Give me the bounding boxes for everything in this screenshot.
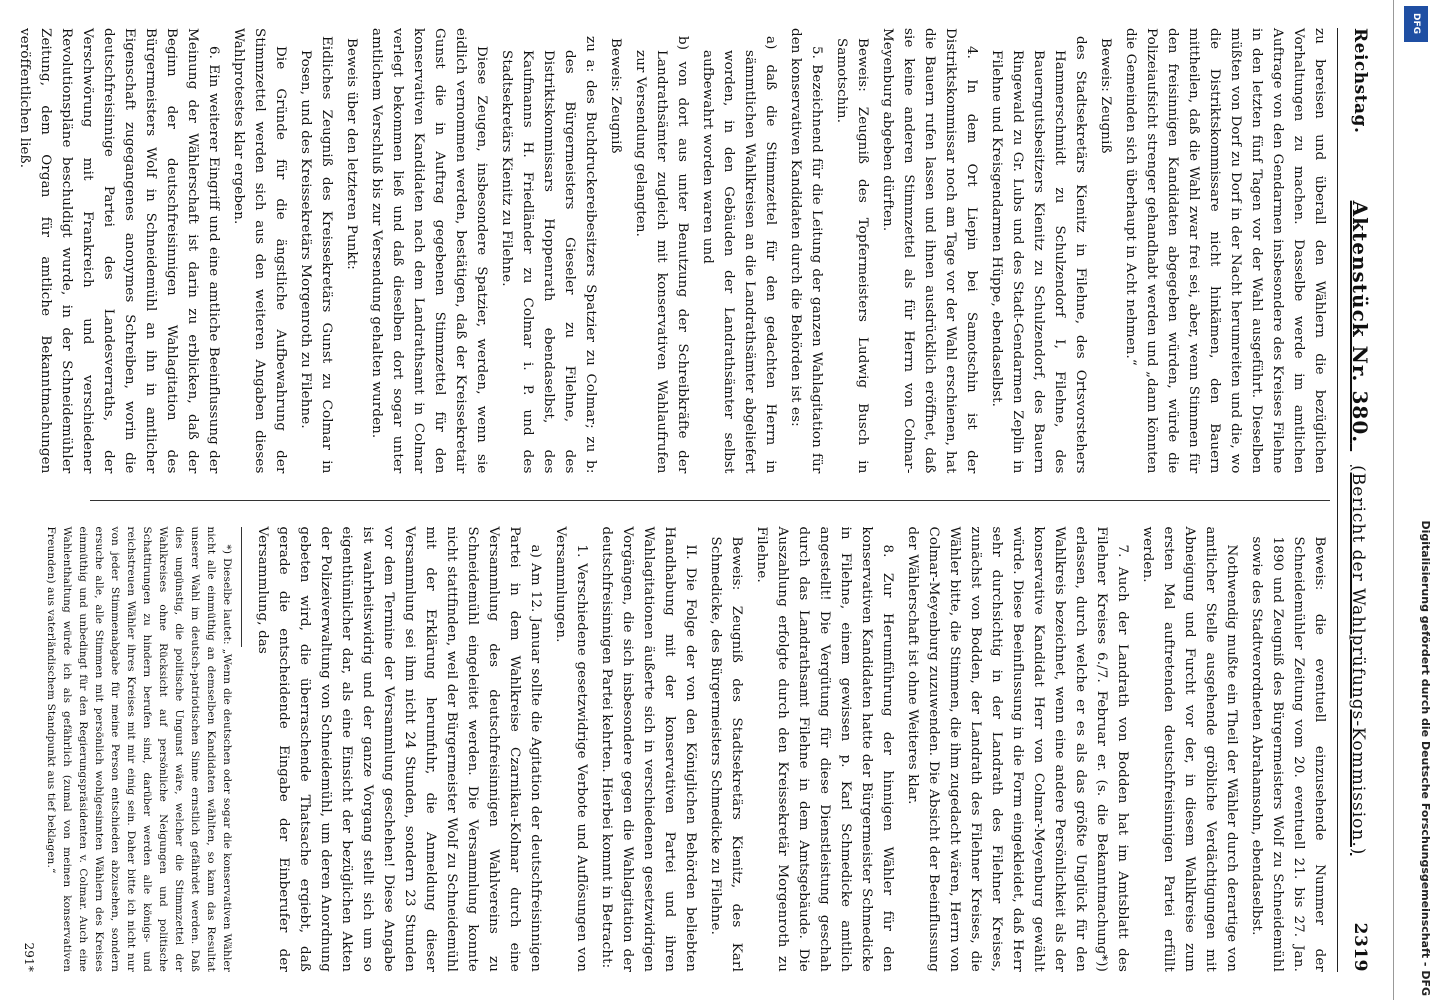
rotated-document-page [17,0,1400,1000]
header-commission: (Bericht der Wahlprüfungs-Kommission.) [1348,465,1368,856]
paragraph: zu a: des Buchdruckereibesitzers Spatzier zu Colmar; zu b: des Bürgermeisters Gieseler zu Filehne, des Distriktskommissars Hoppenrath ebendaselbst, des Kaufmanns H. Friedländer zu Colmar i. P. und des Stadtsekretärs Kienitz zu Filehne. [499,36,598,474]
dfg-logo-icon: DFG [1404,6,1428,42]
paragraph: des Stadtsekretärs Kienitz in Filehne, des Ortsvorstehers Hammerschmidt zu Schulzendorf I, Filehne, des Bauerngutsbesitzers Kienitz zu Schulzendorf, des Bauern Ringewald zu Gr. Lubs und des Stadt-Gendarmen Zeplin in Filehne und Kreisgendarmen Hüppe, ebendaselbst. [989,36,1088,474]
page-header [1337,28,1382,972]
paragraph: Die Gründe für die ängstliche Aufbewahrung der Stimmzettel werden sich aus den weiteren Angaben dieses Wahlprotestes klar ergeben. [231,28,288,474]
paragraph: 6. Ein weiterer Eingriff und eine amtliche Beeinflussung der Meinung der Wählerschaft ist darin zu erblicken, daß der Beginn der deutschfreisinnigen Wahlagitation des Bürgermeisters Wolf in Schneidemühl an ihn in amtlicher Eigenschaft zugegangenes anonymes Schreiben, worin die deutschfreisinnige Partei des Landesverraths, der Verschwörung mit Frankreich und verschiedener Revolutionspläne beschuldigt wurde, in der Schneidemühler Zeitung, dem Organ für amtliche Bekanntmachungen veröffentlichen ließ. [17,28,221,474]
column-left [17,28,1330,474]
paragraph: 1. Verschiedene gesetzwidrige Verbote und Auflösungen von Versammlungen. [553,526,589,972]
paragraph-beweis: Beweis über den letzteren Punkt: [344,38,359,270]
paragraph: 7. Auch der Landrath von Bodden hat im Amtsblatt des Filehner Kreises 6./7. Februar er. (s. die Bekanntmachung*)) erlassen, durch welche er es als das größte Unglück für den Wahlkreis bezeichnet, wenn eine andere Persönlichkeit als der konservative Kandidat Herr von Colmar-Meyenburg gewählt würde. Diese Beeinflussung in die Form eingekleidet, daß Herr sehr durchsichtig in der Landrath des Filehner Kreises, zunächst von Bodden, der Landrath des Filehner Kreises, die Wähler bitte, die Stimmen, die ihm zugedacht wären, Herrn von Colmar-Meyenburg zuzuwenden. Die Absicht der Beeinflussung der Wählerschaft ist ohne Weiteres klar. [905,526,1130,972]
paragraph-beweis: Beweis: Zeugniß [1098,38,1113,154]
paragraph-beweis: Beweis: Zeugniß des Stadtsekretärs Kienitz, des Karl Schmedicke, des Bürgermeisters Schmedicke zu Filehne. [708,536,744,972]
paragraph: Diese Zeugen, insbesondere Spatzier, werden, wenn sie eidlich vernommen werden, bestätigen, daß der Kreissekretair Gunst die in Auftrag gegebenen Stimmzettel für den konservativen Kandidaten nach dem Landrathsamt in Colmar verlegt bekommen ließ und daß dieselben dort sogar unter amtlichem Verschluß bis zur Versendung gehalten wurden. [369,28,489,474]
paragraph: 5. Bezeichnend für die Leitung der ganzen Wahlagitation für den konservativen Kandidaten durch die Behörden ist es: [788,28,824,474]
column-right [22,526,1330,973]
scan-edge-line [1393,0,1394,1000]
signature-mark: 291* [22,942,36,972]
dfg-credit-strip [1396,0,1432,1000]
dfg-credit-text: Digitalisierung gefördert durch die Deutsche Forschungsgemeinschaft - DFG [1419,520,1432,996]
paragraph-beweis: Beweis: Zeugniß des Topfermeisters Ludwig Busch in Samotschin. [834,38,870,474]
paragraph-item-a: a) daß die Stimmzettel für den gedachten Herrn in sämmtlichen Wahlkreisen an die Landrathsämter abgeliefert worden, in den Gebäuden der Landrathsämter selbst aufbewahrt worden waren und [700,36,778,474]
paragraph: a) Am 12. Januar sollte die Agitation der deutschfreisinnigen Partei in dem Wahlkreise Czarnikau-Kolmar durch eine Versammlung des deutschfreisinnigen Wahlvereins zu Schneidemühl eingeleitet werden. Die Versammlung konnte nicht stattfinden, weil der Bürgermeister Wolf zu Schneidemühl mit der Erklärung herumfuhr, die Anmeldung dieser Versammlung sei ihm nicht 24 Stunden, sondern 23 Stunden vor dem Termine der Versammlung geschehen! Diese Angabe ist wahrheitswidrig und der ganze Vorgang stellt sich um so eigenthümlicher dar, als eine Einsicht der bezüglichen Akten der Polizeiverwaltung von Schneidemühl, um deren Anordnung gebeten wird, die überraschende Thatsache ergiebt, daß gerade die entscheidende Eingabe der Einberufer der Versammlung, das [255,526,543,972]
paragraph: 4. In dem Ort Liepin bei Samotschin ist der Distriktskommissar noch am Tage vor der Wahl erschienen, hat die Bauern rufen lassen und ihnen ausdrücklich eröffnet, daß sie keine anderen Stimmzettel als für Herrn von Colmar-Meyenburg abgeben dürften. [880,28,979,474]
header-document-number: Aktenstück Nr. 380. [1348,200,1372,444]
page-number: 2319 [1350,922,1370,972]
paragraph: zu bereisen und überall den Wählern die bezüglichen Vorhaltungen zu machen. Dasselbe werde im amtlichen Auftrage von den Gendarmen insbesondere des Kreises Filehne in den letzten fünf Tagen vor der Wahl ausgeführt. Dieselben müßten von Dorf zu Dorf in der Nacht herumreiten und die, wo die Distriktskommissare nicht hinkämen, den Bauern mittheilen, daß die Wahl zwar frei sei, aber, wenn Stimmen für den freisinnigen Kandidaten abgegeben würden, würde die Polizeiaufsicht strenger gehandhabt werden und „dann könnten die Gemeinden sich überhaupt in Acht nehmen.“ [1123,28,1327,474]
paragraph: II. Die Folge der von den Königlichen Behörden beliebten Handhabung mit der konservativen Partei und ihren Wahlagitationen äußerte sich in verschiedenen gesetzwidrigen Vorgängen, die sich insbesondere gegen die Wahlagitation der deutschfreisinnigen Partei kehrten. Hierbei kommt in Betracht: [599,526,698,972]
text-columns [17,28,1330,972]
footnote: *) Dieselbe lautet: „Wenn die deutschen oder sogar die konservativen Wähler nicht alle einmüthig an demselben Kandidaten wählten, so kann das Resultat unserer Wahl im deutsch-patriotischen Sinne ernstlich gefährdet werden. Daß dies ungünstig, die politische Ungunst wäre, welcher die Stimmzettel der Wahlkreises ohne Rücksicht auf persönliche Neigungen und politische Schattirungen zu hindern berufen sind, darüber werden alle königs- und reichstreuen Wähler ihres Kreises mit mir einig sein. Daher bitte ich nicht nur von jeder Stimmenabgabe für meine Person entschieden abzusehen, sondern ersuche alle, alle Stimmen mit persönlich wohlgesinnten Wählern des Kreises einmüthig und unbedingt für den Regierungspräsidenten v. Colmar. Auch eine Wahlenthaltung würde ich als gefährlich (zumal von meinen konservativen Freunden) aus vaterländischem Standpunkt aus tief beklagen.“ [45,526,233,972]
header-left: Reichstag. [1350,28,1370,134]
paragraph: 8. Zur Herumführung der hinnigen Wähler für den konservativen Kandidaten hatte der Bürgermeister Schmedicke in Filehne, einem gewissen p. Karl Schmedicke amtlich angestellt! Die Vergütung für diese Dienstleistung geschah durch das Landrathsamt Filehne in dem Amtsgebäude. Die Auszahlung erfolgte durch den Kreissekretär Morgenroth zu Filehne. [754,526,895,972]
paragraph-item-b: b) von dort aus unter Benutzung der Schreibkräfte der Landrathsämter zugleich mit konservativen Wahlaufrufen zur Versendung gelangten. [633,36,690,474]
paragraph-beweis: Beweis: Zeugniß [608,38,623,154]
header-center [1348,201,1372,856]
paragraph: Eidliches Zeugniß des Kreissekretärs Gunst zu Colmar in Posen, und des Kreissekretärs Morgenroth zu Filehne. [298,36,334,474]
paragraph-beweis: Beweis: die eventuell einzusehende Nummer der Schneidemühler Zeitung vom 20. eventuell 21. bis 27. Jan. 1890 und Zeugniß des Bürgermeisters Wolf zu Schneidemühl sowie des Stadtverordneten Abrahamsohn, ebendaselbst. [1249,536,1327,972]
footnote-rule [241,527,242,647]
column-divider [90,500,1330,501]
paragraph: Nothwendig mußte ein Theil der Wähler durch derartige von amtlicher Stelle ausgehende gröbliche Verdächtigungen mit Abneigung und Furcht vor der, in diesem Wahlkreise zum ersten Mal auftretenden deutschfreisinnigen Partei erfüllt werden. [1140,526,1239,972]
